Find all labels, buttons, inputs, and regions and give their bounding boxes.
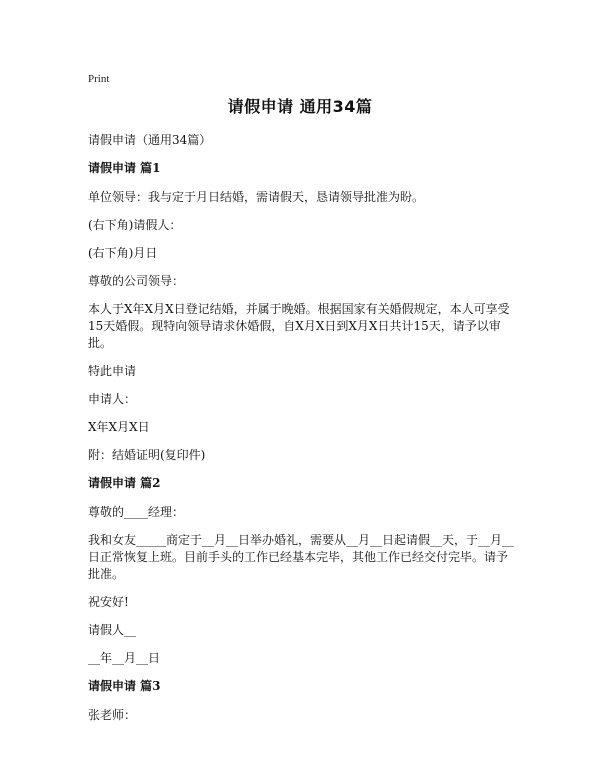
paragraph: 祝安好! xyxy=(88,595,129,609)
paragraph: 附：结婚证明(复印件) xyxy=(88,448,206,462)
print-link[interactable]: Print xyxy=(88,73,110,85)
paragraph: 本人于X年X月X日登记结婚，并属于晚婚。根据国家有关婚假规定，本人可享受15天婚假。现特向领导请求休婚假，自X月X日到X月X日共计15天，请予以审批。 xyxy=(88,302,510,350)
paragraph: 申请人： xyxy=(88,392,137,406)
paragraph: __年__月__日 xyxy=(88,651,161,665)
section-heading: 请假申请 篇2 xyxy=(88,476,161,490)
paragraph: (右下角)月日 xyxy=(88,246,158,260)
paragraph: 尊敬的公司领导： xyxy=(88,274,185,288)
paragraph: 特此申请 xyxy=(88,364,137,378)
subtitle: 请假申请（通用34篇） xyxy=(88,133,212,147)
page-title: 请假申请 通用34篇 xyxy=(227,97,373,116)
paragraph: 单位领导：我与定于月日结婚，需请假天，恳请领导批准为盼。 xyxy=(88,190,425,204)
paragraph: X年X月X日 xyxy=(88,420,150,434)
paragraph: 我和女友_____商定于__月__日举办婚礼，需要从__月__日起请假__天，于__月__日正常恢复上班。目前手头的工作已经基本完毕，其他工作已经交付完毕。请予批准。 xyxy=(88,533,515,581)
section-heading: 请假申请 篇3 xyxy=(88,679,161,693)
paragraph: 请假人__ xyxy=(88,623,137,637)
paragraph: (右下角)请假人： xyxy=(88,218,182,232)
section-heading: 请假申请 篇1 xyxy=(88,161,161,175)
paragraph: 张老师： xyxy=(88,708,137,722)
document-body xyxy=(88,132,518,735)
paragraph: 尊敬的____经理： xyxy=(88,505,185,519)
